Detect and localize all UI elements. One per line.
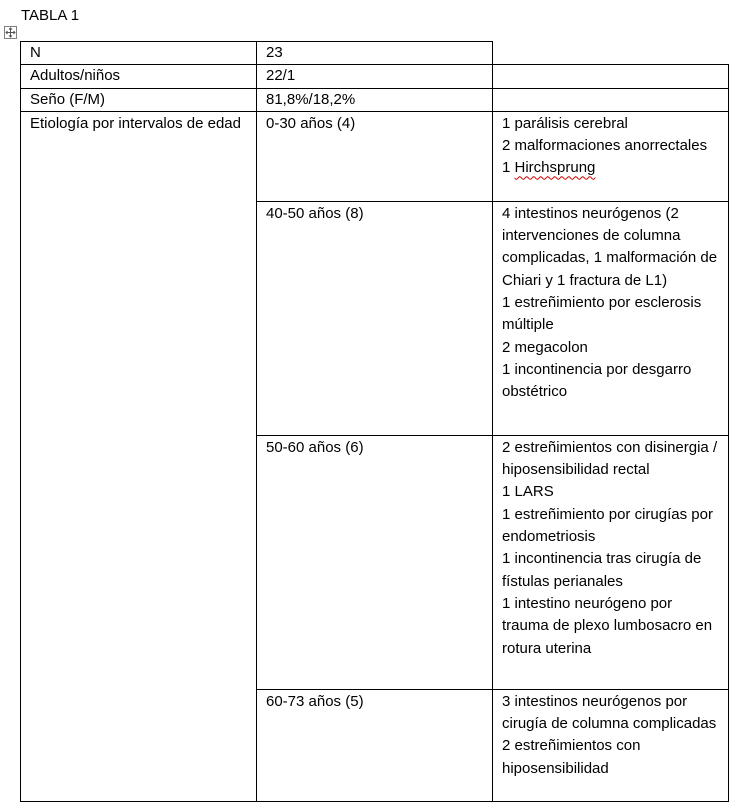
etiology-item: 2 megacolon <box>502 338 588 356</box>
n-label: N <box>30 44 41 61</box>
etiology-item: 1 parálisis cerebral <box>502 114 628 132</box>
etiology-item: 1 estreñimiento por cirugías por endometriosis <box>502 505 713 546</box>
age-range-50-60: 50-60 años (6) <box>266 438 364 456</box>
table-cell[interactable] <box>493 88 729 111</box>
table-cell[interactable] <box>21 65 257 88</box>
data-table <box>20 41 729 802</box>
table-cell[interactable] <box>257 88 493 111</box>
table-move-handle-icon[interactable] <box>4 26 17 39</box>
etiology-item: 1 estreñimiento por esclerosis múltiple <box>502 294 702 334</box>
etiology-item: 2 malformaciones anorrectales <box>502 137 708 155</box>
table-cell[interactable] <box>21 88 257 111</box>
table-cell[interactable] <box>493 435 729 689</box>
table-cell[interactable] <box>257 201 493 435</box>
etiology-item: 2 estreñimientos con hiposensibilidad <box>502 737 641 777</box>
etiology-item: 3 intestinos neurógenos por cirugía de columna complicadas <box>502 692 717 733</box>
table-cell[interactable] <box>257 65 493 88</box>
etiology-item: 1 incontinencia tras cirugía de fístulas perianales <box>502 550 702 590</box>
table-cell[interactable] <box>493 201 729 435</box>
item-prefix: 1 <box>502 159 515 177</box>
etiology-item: 2 estreñimientos con disinergia / hiposensibilidad rectal <box>502 438 718 479</box>
sex-label: Seño (F/M) <box>30 90 106 108</box>
etiology-item: 1 LARS <box>502 483 554 501</box>
empty-cell <box>493 42 729 65</box>
etiology-item: 1 incontinencia por desgarro obstétrico <box>502 360 692 401</box>
table-row <box>21 42 729 65</box>
n-value: 23 <box>266 44 283 61</box>
age-range-0-30: 0-30 años (4) <box>266 114 356 132</box>
etiology-label: Etiología por intervalos de edad <box>30 114 241 132</box>
adults-children-label: Adultos/niños <box>30 67 121 85</box>
table-row <box>21 111 729 201</box>
table-row <box>21 88 729 111</box>
etiology-item: 1 intestino neurógeno por trauma de plexo lumbosacro en rotura uterina <box>502 594 713 657</box>
age-range-60-73: 60-73 años (5) <box>266 692 364 710</box>
table-title: TABLA 1 <box>21 7 80 24</box>
table-row <box>21 65 729 88</box>
table-cell[interactable] <box>493 65 729 88</box>
table-cell[interactable] <box>257 435 493 689</box>
etiology-item <box>502 157 720 179</box>
spelling-error-word[interactable]: Hirchsprung <box>514 159 596 177</box>
table-cell[interactable] <box>21 42 257 65</box>
table-cell[interactable] <box>257 111 493 201</box>
table-cell[interactable] <box>257 689 493 801</box>
etiology-label-cell[interactable] <box>21 111 257 801</box>
age-range-40-50: 40-50 años (8) <box>266 204 364 222</box>
sex-value: 81,8%/18,2% <box>266 90 356 108</box>
table-cell[interactable] <box>493 111 729 201</box>
etiology-item: 4 intestinos neurógenos (2 intervenciones de columna complicadas, 1 malformación de Chiari y 1 fractura de L1) <box>502 204 718 289</box>
table-cell[interactable] <box>493 689 729 801</box>
adults-children-value: 22/1 <box>266 67 296 85</box>
table-cell[interactable] <box>257 42 493 65</box>
